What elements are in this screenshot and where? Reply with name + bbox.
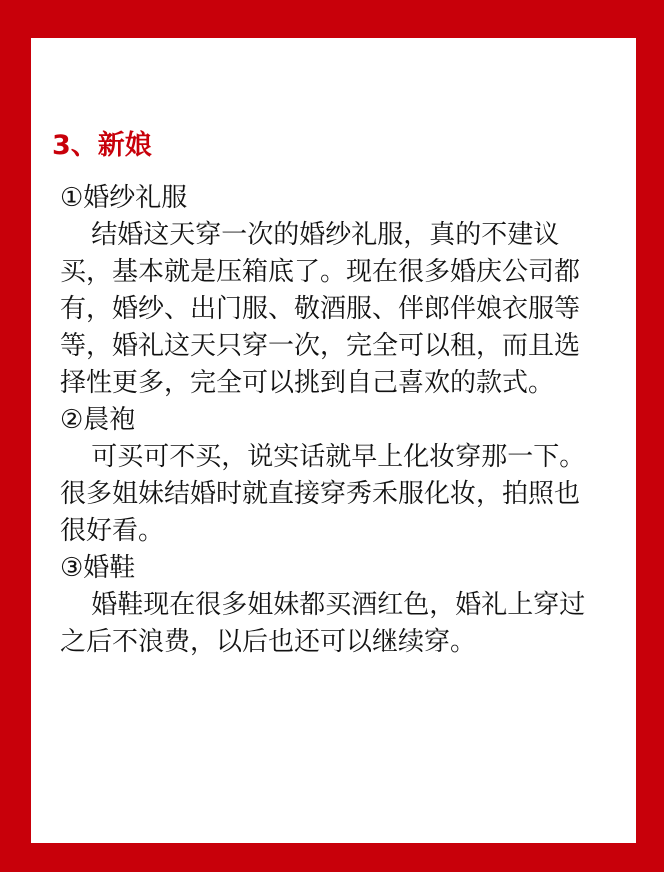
page-title: 3、新娘	[52, 130, 152, 161]
section-title-morning-robe: ②晨袍	[60, 405, 136, 435]
section-body-wedding-dress: 结婚这天穿一次的婚纱礼服，真的不建议买，基本就是压箱底了。现在很多婚庆公司都有，婚纱、出门服、敬酒服、伴郎伴娘衣服等等，婚礼这天只穿一次，完全可以租，而且选择性更多，完全可以挑到自己喜欢的款式。	[60, 220, 581, 398]
article-body	[60, 180, 600, 661]
section-title-wedding-shoes: ③婚鞋	[60, 553, 136, 583]
section-body-morning-robe: 可买可不买，说实话就早上化妆穿那一下。很多姐妹结婚时就直接穿秀禾服化妆，拍照也很好看。	[60, 442, 586, 546]
section-title-wedding-dress: ①婚纱礼服	[60, 183, 188, 213]
section-body-wedding-shoes: 婚鞋现在很多姐妹都买酒红色，婚礼上穿过之后不浪费，以后也还可以继续穿。	[60, 590, 586, 657]
